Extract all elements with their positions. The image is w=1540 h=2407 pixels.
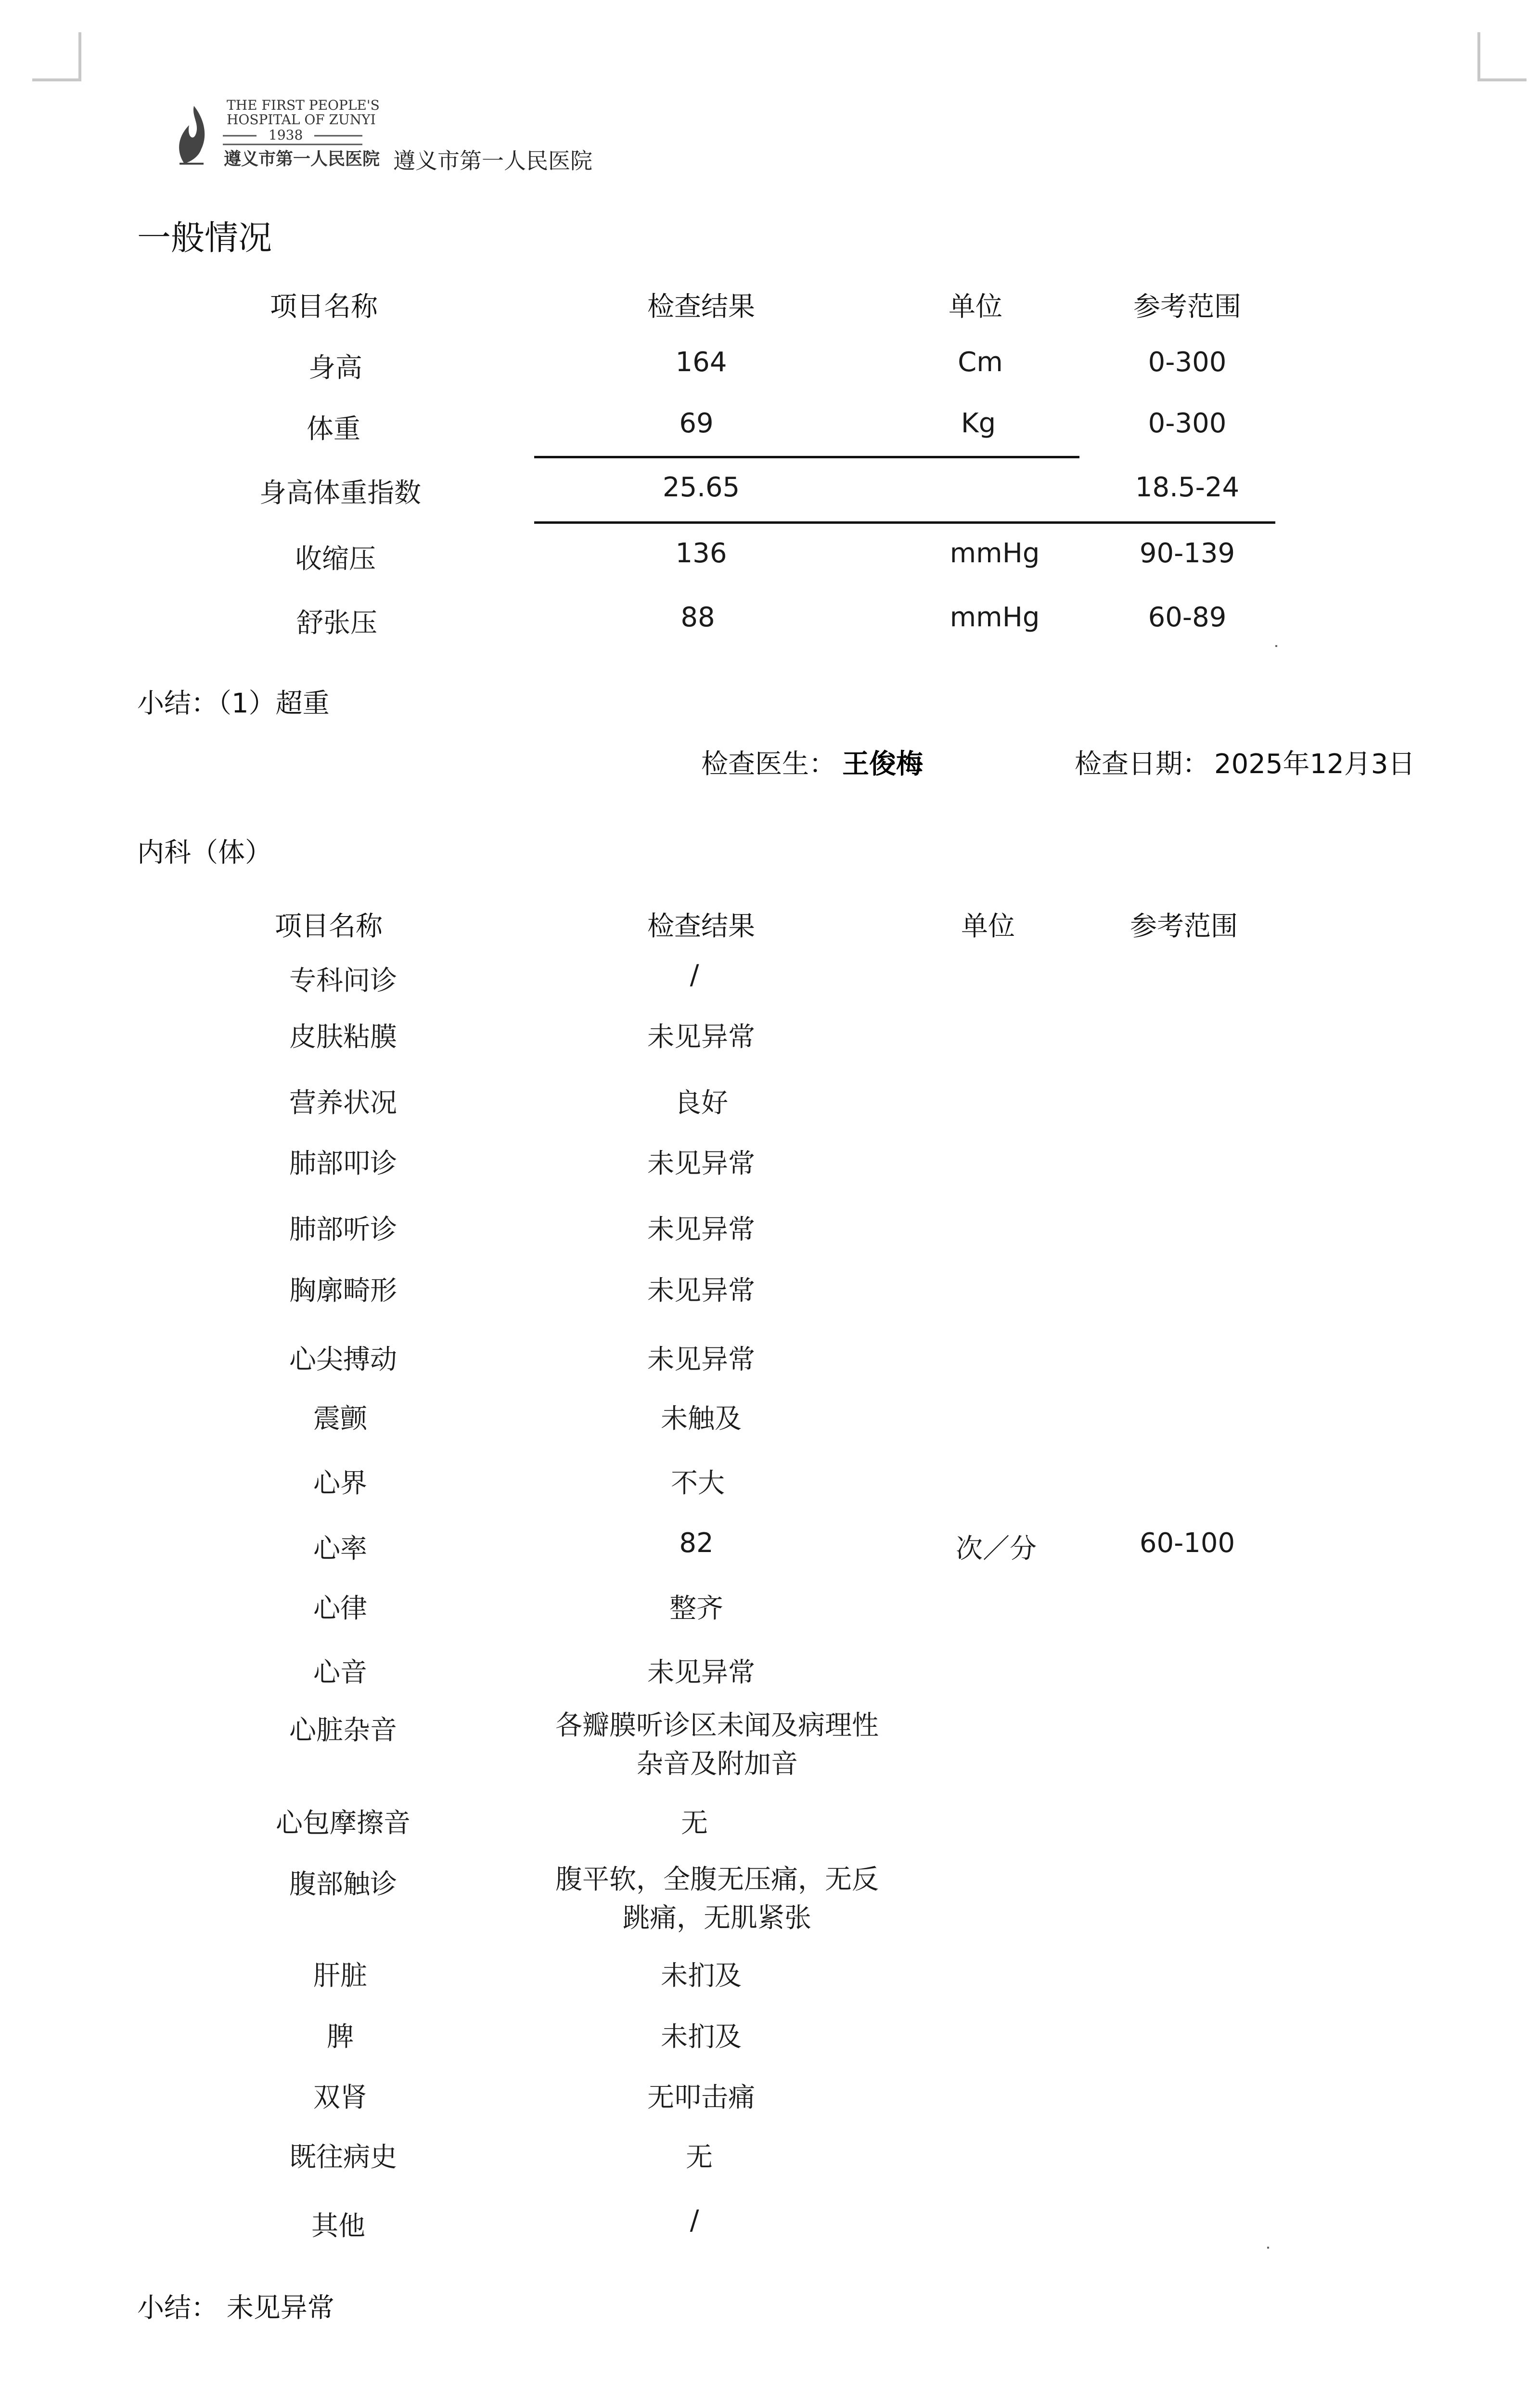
table-row-range: 90-139 (1139, 538, 1235, 569)
column-header-item: 项目名称 (270, 291, 378, 323)
table-row-name: 收缩压 (295, 544, 376, 575)
general-summary: 小结：（1）超重 (137, 688, 330, 719)
column-header-unit: 单位 (961, 911, 1015, 942)
hospital-name: 遵义市第一人民医院 (393, 148, 592, 174)
table-row-result: / (690, 959, 699, 991)
table-row-range: 0-300 (1148, 408, 1227, 439)
table-row-range: 0-300 (1148, 347, 1227, 378)
column-header-item: 项目名称 (275, 911, 383, 942)
table-row-result: 未见异常 (647, 1022, 755, 1053)
table-row-name: 肺部听诊 (289, 1214, 397, 1245)
table-row-name: 肺部叩诊 (289, 1148, 397, 1179)
doctor-label: 检查医生： (701, 749, 836, 780)
table-row-name: 震颤 (313, 1403, 367, 1435)
logo-line-2: HOSPITAL OF ZUNYI (227, 112, 376, 128)
table-row-result: 136 (675, 538, 727, 569)
date-label: 检查日期： (1075, 749, 1209, 780)
table-row-range: 60-100 (1139, 1527, 1235, 1559)
table-row-name: 心率 (313, 1533, 367, 1565)
logo-year: 1938 (269, 127, 303, 143)
table-row-result: / (690, 2205, 699, 2236)
table-row-result: 未扪及 (661, 2021, 742, 2053)
table-row-result: 良好 (674, 1087, 728, 1119)
table-row-result: 164 (675, 347, 727, 378)
crop-mark-top-right (1477, 32, 1527, 81)
table-row-name: 既往病史 (289, 2142, 397, 2173)
crop-mark-top-left (32, 32, 81, 81)
hospital-logo (170, 96, 382, 168)
table-row-name: 舒张压 (296, 608, 377, 639)
section-title-internal: 内科（体） (137, 837, 272, 868)
table-row-name: 胸廓畸形 (289, 1275, 397, 1307)
table-row-name: 双肾 (313, 2082, 367, 2113)
table-row-unit: 次／分 (956, 1533, 1037, 1565)
table-row-result: 69 (679, 408, 714, 439)
table-row-result: 未见异常 (647, 1657, 755, 1688)
table-row-name: 脾 (327, 2021, 354, 2053)
table-row-name: 肝脏 (313, 1960, 367, 1992)
table-row-result: 82 (679, 1527, 714, 1559)
table-row-name: 体重 (307, 414, 360, 445)
table-row-name: 专科问诊 (289, 965, 397, 996)
table-row-unit: mmHg (950, 602, 1040, 633)
table-row-name: 营养状况 (289, 1087, 397, 1119)
table-row-range: 60-89 (1148, 602, 1227, 633)
table-row-result: 不大 (671, 1468, 725, 1499)
table-row-result: 无 (681, 1808, 708, 1839)
table-row-name: 心律 (313, 1593, 367, 1624)
table-row-name: 心脏杂音 (289, 1715, 397, 1746)
table-row-result: 未见异常 (647, 1148, 755, 1179)
column-header-unit: 单位 (949, 291, 1002, 323)
table-row-unit: Cm (958, 347, 1003, 378)
section-title-general: 一般情况 (137, 218, 272, 258)
internal-summary: 小结： 未见异常 (137, 2292, 334, 2324)
logo-chinese-name: 遵义市第一人民医院 (224, 149, 380, 169)
table-rule (534, 456, 1079, 458)
table-row-result: 整齐 (669, 1593, 723, 1624)
table-row-name: 身高 (308, 352, 362, 384)
table-row-name: 皮肤粘膜 (289, 1022, 397, 1053)
column-header-range: 参考范围 (1130, 911, 1238, 942)
table-row-result: 无叩击痛 (647, 2082, 755, 2113)
table-row-range: 18.5-24 (1135, 472, 1240, 503)
table-row-name: 心尖搏动 (289, 1344, 397, 1375)
logo-line-1: THE FIRST PEOPLE'S (227, 97, 380, 113)
table-row-result: 各瓣膜听诊区未闻及病理性杂音及附加音 (555, 1710, 879, 1780)
table-row-result: 腹平软，全腹无压痛，无反跳痛，无肌紧张 (555, 1864, 879, 1934)
table-row-name: 心包摩擦音 (276, 1808, 411, 1839)
exam-date: 2025年12月3日 (1214, 749, 1415, 780)
table-row-unit: Kg (961, 408, 996, 439)
table-rule (534, 521, 1275, 524)
speck (1267, 2247, 1269, 2249)
table-row-name: 其他 (311, 2211, 365, 2242)
doctor-signature: 王俊梅 (842, 749, 923, 780)
table-row-result: 无 (686, 2142, 713, 2173)
table-row-result: 25.65 (662, 472, 740, 503)
table-row-name: 腹部触诊 (289, 1869, 397, 1900)
table-row-result: 未触及 (661, 1403, 742, 1435)
table-row-result: 未见异常 (647, 1214, 755, 1245)
column-header-result: 检查结果 (647, 291, 755, 323)
table-row-result: 88 (680, 602, 715, 633)
table-row-name: 心音 (313, 1657, 367, 1688)
table-row-result: 未见异常 (647, 1344, 755, 1375)
table-row-result: 未扪及 (661, 1960, 742, 1992)
table-row-name: 身高体重指数 (259, 478, 421, 509)
column-header-range: 参考范围 (1133, 291, 1241, 323)
table-row-name: 心界 (313, 1468, 367, 1499)
column-header-result: 检查结果 (647, 911, 755, 942)
table-row-unit: mmHg (950, 538, 1040, 569)
speck (1275, 645, 1277, 647)
table-row-result: 未见异常 (647, 1275, 755, 1307)
